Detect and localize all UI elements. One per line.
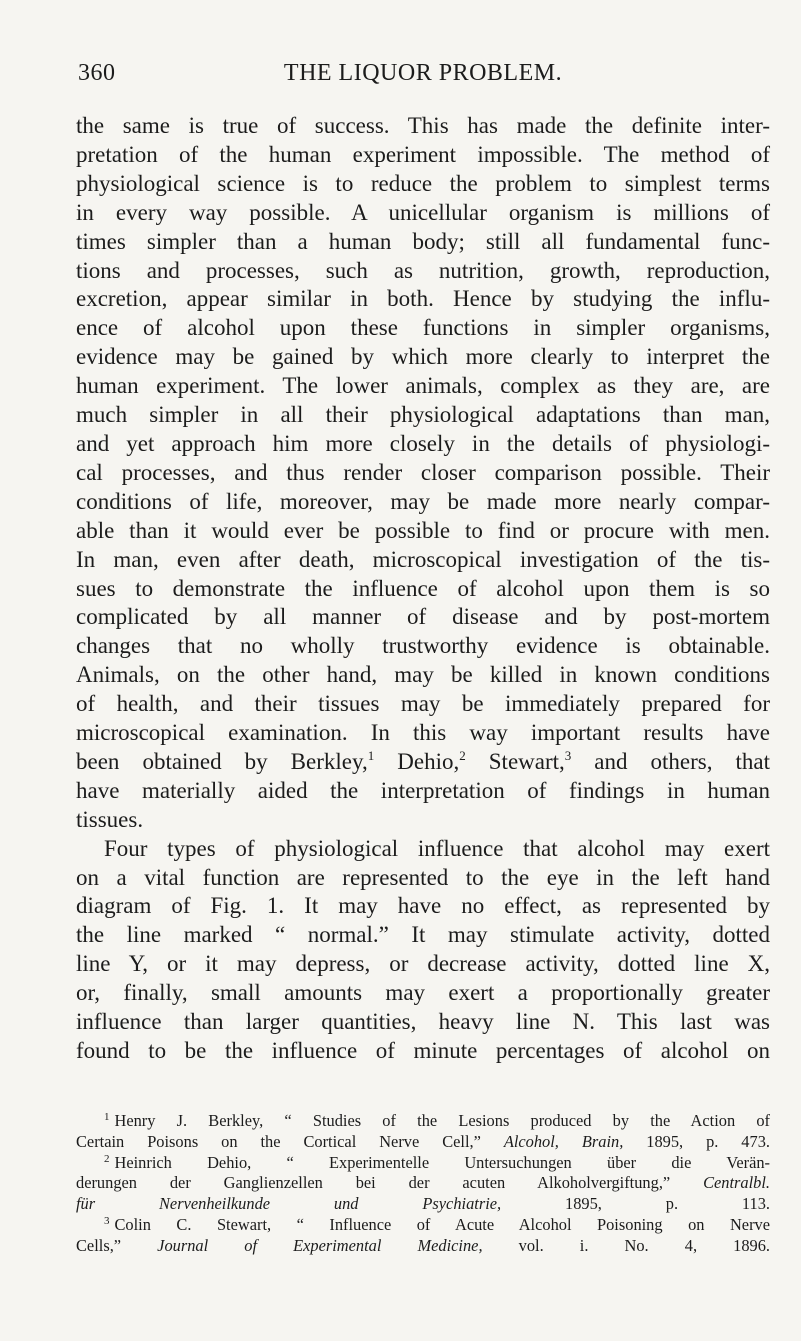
footnote-mark: 3	[104, 1214, 110, 1227]
text-line: able than it would ever be possible to find or procure with men.	[76, 517, 770, 543]
text-line: conditions of life, moreover, may be made more nearly compar-	[76, 488, 770, 514]
footnote-ref[interactable]: 1	[367, 747, 375, 763]
footnote-text: Henry J. Berkley, “ Studies of the Lesions produced by the Action of	[114, 1111, 770, 1130]
footnote-ref[interactable]: 2	[459, 747, 466, 763]
text-line: ence of alcohol upon these functions in simpler organisms,	[76, 315, 770, 341]
text-line: and yet approach him more closely in the details of physiologi-	[76, 430, 770, 456]
running-title: THE LIQUOR PROBLEM.	[283, 60, 563, 86]
footnote-mark: 1	[104, 1111, 110, 1123]
paragraph-2	[76, 835, 770, 1066]
text-line: the same is true of success. This has made the definite inter-	[76, 113, 770, 138]
text-line: times simpler than a human body; still all fundamental func-	[76, 228, 770, 254]
footnote-text: derungen der Ganglienzellen bei der acuten Alkoholvergiftung,”	[76, 1173, 704, 1193]
footnote-text: 1895, p. 113.	[501, 1194, 770, 1214]
text-line: Animals, on the other hand, may be killed in known conditions	[76, 662, 770, 688]
footnote-source: für Nervenheilkunde und Psychiatrie,	[76, 1194, 502, 1214]
paragraph-1	[76, 112, 770, 835]
footnote-line	[76, 1215, 770, 1236]
text-line: have materially aided the interpretation of findings in human	[76, 777, 770, 803]
citation-text: Dehio,	[374, 748, 460, 774]
body-text	[76, 112, 770, 1066]
text-line: Four types of physiological influence that alcohol may exert	[104, 835, 770, 861]
footnote-line	[76, 1132, 770, 1153]
footnote-1	[76, 1111, 770, 1153]
footnote-mark: 2	[104, 1152, 110, 1165]
footnote-source: Alcohol, Brain,	[503, 1131, 624, 1151]
text-line: of health, and their tissues may be immediately prepared for	[76, 691, 770, 717]
text-line: human experiment. The lower animals, complex as they are, are	[76, 373, 770, 399]
footnote-text: Cells,”	[76, 1235, 158, 1255]
text-line: found to be the influence of minute percentages of alcohol on	[76, 1038, 770, 1063]
text-line: complicated by all manner of disease and by post-mortem	[76, 604, 770, 630]
text-line: or, finally, small amounts may exert a proportionally greater	[76, 980, 770, 1006]
text-line: pretation of the human experiment impossible. The method of	[76, 141, 770, 167]
text-line: sues to demonstrate the influence of alcohol upon them is so	[76, 575, 770, 601]
text-line: diagram of Fig. 1. It may have no effect, as represented by	[76, 893, 770, 919]
text-line: much simpler in all their physiological adaptations than man,	[76, 402, 770, 428]
footnote-text: 1895, p. 473.	[623, 1131, 770, 1151]
citation-line	[76, 748, 770, 777]
footnote-source: Centralbl.	[703, 1173, 770, 1193]
text-line: in every way possible. A unicellular organism is millions of	[76, 199, 770, 225]
page-number: 360	[78, 60, 116, 86]
footnote-line	[76, 1236, 770, 1257]
text-line: on a vital function are represented to the eye in the left hand	[76, 864, 770, 890]
citation-text: been obtained by Berkley,	[76, 748, 368, 774]
citation-text: Stewart,	[465, 748, 565, 774]
footnote-ref[interactable]: 3	[564, 747, 572, 763]
footnote-line	[76, 1111, 770, 1132]
footnote-line	[76, 1173, 770, 1194]
footnotes	[76, 1111, 770, 1257]
footnote-text: vol. i. No. 4, 1896.	[482, 1235, 771, 1255]
footnote-line	[76, 1194, 770, 1215]
footnote-text: Colin C. Stewart, “ Influence of Acute Alcohol Poisoning on Nerve	[114, 1214, 770, 1234]
text-line: tions and processes, such as nutrition, growth, reproduction,	[76, 257, 770, 283]
citation-text: and others, that	[571, 748, 770, 774]
footnote-3	[76, 1215, 770, 1257]
text-line: cal processes, and thus render closer comparison possible. Their	[76, 459, 770, 485]
text-line: changes that no wholly trustworthy evidence is obtainable.	[76, 633, 770, 659]
text-line: influence than larger quantities, heavy line N. This last was	[76, 1009, 770, 1035]
text-line: excretion, appear similar in both. Hence by studying the influ-	[76, 286, 770, 312]
text-line: tissues.	[76, 806, 144, 832]
text-line: line Y, or it may depress, or decrease activity, dotted line X,	[76, 951, 770, 977]
footnote-text: Heinrich Dehio, “ Experimentelle Untersuchungen über die Verän-	[114, 1152, 770, 1172]
running-head	[78, 60, 768, 90]
text-line: the line marked “ normal.” It may stimulate activity, dotted	[76, 922, 770, 948]
footnote-line	[76, 1153, 770, 1174]
text-line: evidence may be gained by which more clearly to interpret the	[76, 344, 770, 370]
footnote-source: Journal of Experimental Medicine,	[157, 1235, 483, 1255]
text-line: microscopical examination. In this way important results have	[76, 720, 770, 746]
text-line: physiological science is to reduce the problem to simplest terms	[76, 170, 770, 196]
footnote-2	[76, 1153, 770, 1215]
footnote-text: Certain Poisons on the Cortical Nerve Cell,”	[76, 1131, 504, 1151]
text-line: In man, even after death, microscopical investigation of the tis-	[76, 546, 770, 572]
